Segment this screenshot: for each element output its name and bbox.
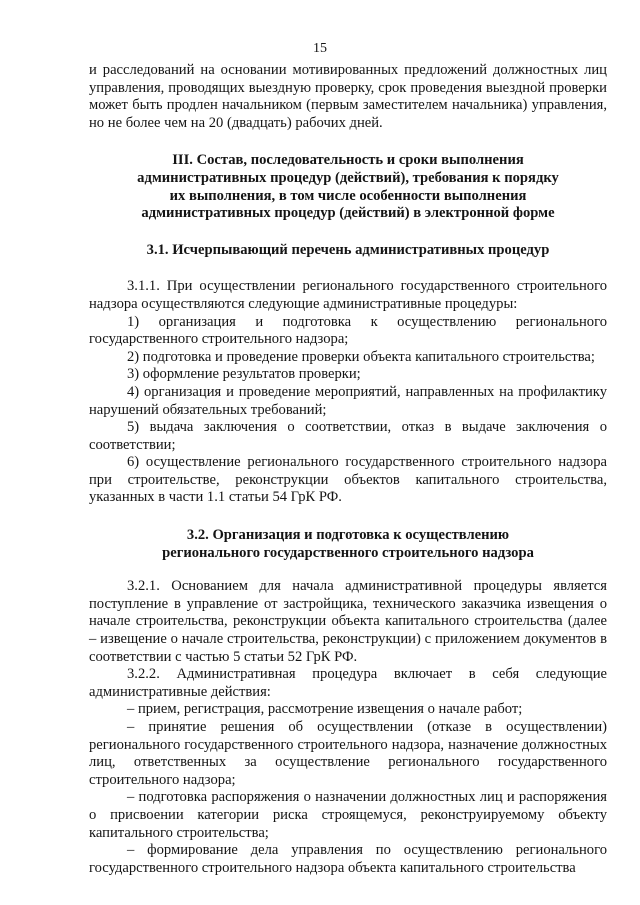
list-item: – подготовка распоряжения о назначении должностных лиц и распоряжения о присвоении категории риска строящемуся, реконструируемому объекту капитального строительства; [89, 789, 607, 841]
paragraph-3-2-1: 3.2.1. Основанием для начала административной процедуры является поступление в управление от застройщика, технического заказчика извещения о начале строительства, реконструкции объекта капитального строительства (далее – извещение о начале строительства, реконструкции) с приложением документов в соответствии с частью 5 статьи 52 ГрК РФ. [89, 578, 607, 665]
section-3-heading [89, 152, 607, 222]
page-number: 15 [313, 41, 327, 56]
list-item: 1) организация и подготовка к осуществлению регионального государственного строительного надзора; [89, 313, 607, 348]
section-3-heading-line: административных процедур (действий), требования к порядку [137, 169, 559, 186]
list-item: 4) организация и проведение мероприятий, направленных на профилактику нарушений обязательных требований; [89, 383, 607, 418]
list-item: – принятие решения об осуществлении (отказе в осуществлении) регионального государственного строительного надзора, назначение должностных лиц, ответственных за осуществление регионального государственного строительного надзора; [89, 719, 607, 788]
paragraph-3-1-1: 3.1.1. При осуществлении регионального государственного строительного надзора осуществляются следующие административные процедуры: [89, 278, 607, 312]
list-item: 3) оформление результатов проверки; [127, 366, 361, 383]
list-item: 6) осуществление регионального государственного строительного надзора при строительстве, реконструкции объектов капитального строительства, указанных в части 1.1 статьи 54 ГрК РФ. [89, 454, 607, 506]
subsection-3-2-heading [89, 527, 607, 562]
paragraph-3-2-2: 3.2.2. Административная процедура включает в себя следующие административные действия: [89, 666, 607, 700]
list-item: 5) выдача заключения о соответствии, отказ в выдаче заключения о соответствии; [89, 419, 607, 453]
section-3-heading-line: их выполнения, в том числе особенности выполнения [169, 187, 527, 204]
list-item: 2) подготовка и проведение проверки объекта капитального строительства; [127, 348, 595, 365]
list-item: – формирование дела управления по осуществлению регионального государственного строительного надзора объекта капитального строительства [89, 842, 607, 876]
subsection-3-2-heading-line: регионального государственного строительного надзора [162, 544, 534, 561]
subsection-3-2-heading-line: 3.2. Организация и подготовка к осуществлению [186, 527, 510, 544]
subsection-3-1-heading: 3.1. Исчерпывающий перечень административных процедур [146, 241, 550, 258]
intro-paragraph: и расследований на основании мотивированных предложений должностных лиц управления, проводящих выездную проверку, срок проведения выездной проверки может быть продлен начальником (первым заместителем начальника) управления, но не более чем на 20 (двадцать) рабочих дней. [89, 62, 607, 131]
section-3-heading-line: административных процедур (действий) в электронной форме [141, 205, 555, 222]
list-item: – прием, регистрация, рассмотрение извещения о начале работ; [127, 701, 523, 718]
page-content [89, 62, 607, 877]
section-3-heading-line: III. Состав, последовательность и сроки выполнения [172, 152, 524, 169]
